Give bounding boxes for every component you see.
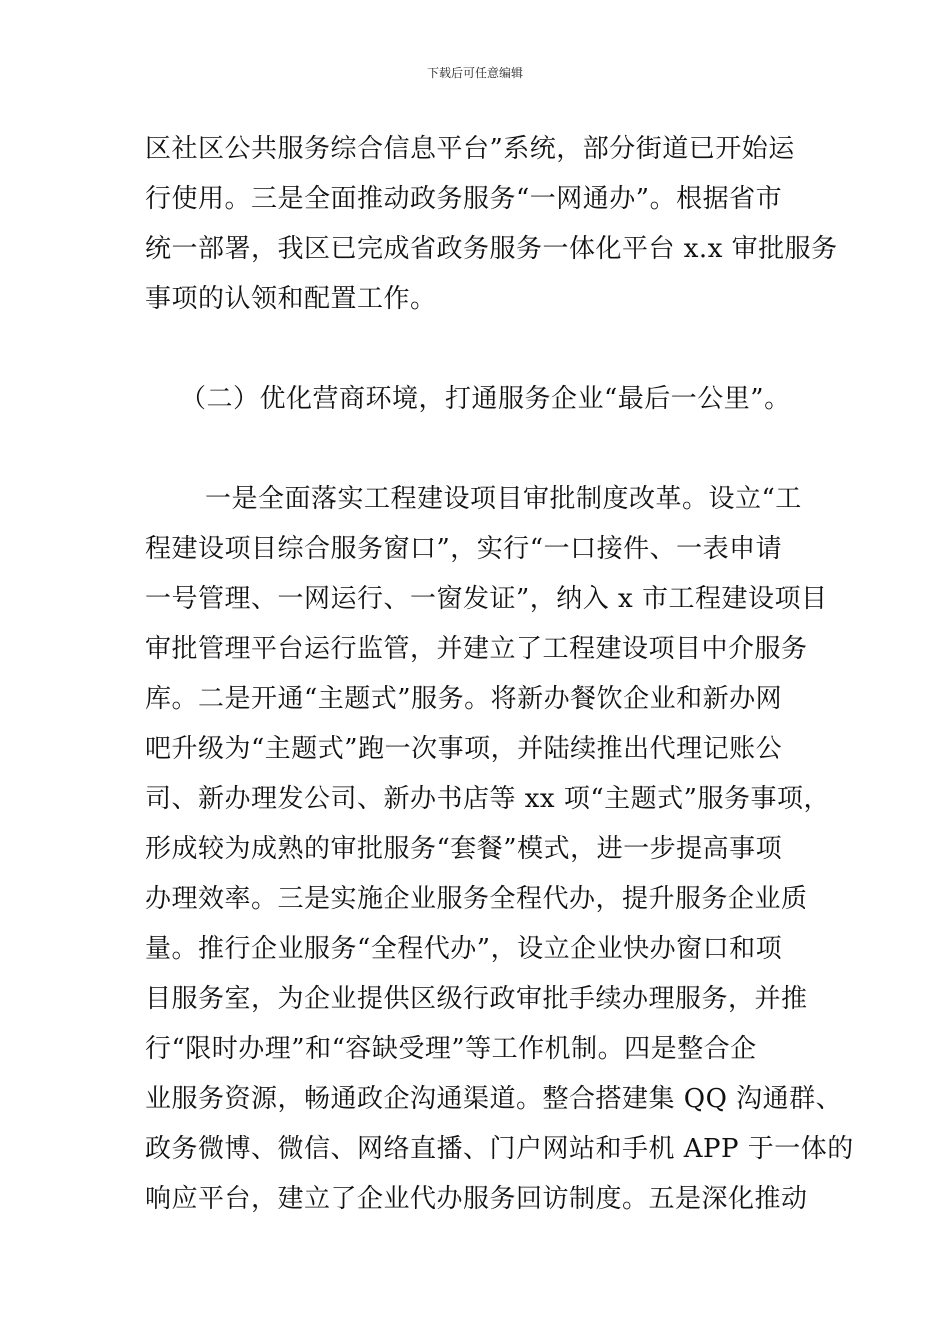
text-line: 行使用。三是全面推动政务服务“一网通办”。根据省市 — [145, 184, 783, 214]
text-line: 程建设项目综合服务窗口”，实行“一口接件、一表申请 — [145, 534, 783, 564]
text-line: 吧升级为“主题式”跑一次事项，并陆续推出代理记账公 — [145, 734, 783, 764]
text-line: 形成较为成熟的审批服务“套餐”模式，进一步提高事项 — [145, 834, 783, 864]
text-line: 目服务室，为企业提供区级行政审批手续办理服务，并推 — [145, 984, 808, 1014]
text-line: 区社区公共服务综合信息平台”系统，部分街道已开始运 — [145, 134, 795, 164]
text-line: 审批管理平台运行监管，并建立了工程建设项目中介服务 — [145, 634, 808, 664]
text-line: 统一部署，我区已完成省政务服务一体化平台 x.x 审批服务 — [145, 234, 838, 264]
text-line: 一是全面落实工程建设项目审批制度改革。设立“工 — [205, 484, 802, 514]
text-line: 政务微博、微信、网络直播、门户网站和手机 APP 于一体的 — [145, 1134, 854, 1164]
text-line: 量。推行企业服务“全程代办”，设立企业快办窗口和项 — [145, 934, 783, 964]
text-line: 司、新办理发公司、新办书店等 xx 项“主题式”服务事项， — [145, 784, 830, 814]
text-line: 业服务资源，畅通政企沟通渠道。整合搭建集 QQ 沟通群、 — [145, 1084, 843, 1114]
text-line: 办理效率。三是实施企业服务全程代办，提升服务企业质 — [145, 884, 808, 914]
text-line: 事项的认领和配置工作。 — [145, 284, 437, 314]
text-line: 一号管理、一网运行、一窗发证”，纳入 x 市工程建设项目 — [145, 584, 828, 614]
section-heading: （二）优化营商环境，打通服务企业“最后一公里”。 — [180, 384, 791, 414]
text-line: 行“限时办理”和“容缺受理”等工作机制。四是整合企 — [145, 1034, 757, 1064]
page-header: 下载后可任意编辑 — [426, 66, 523, 80]
text-line: 库。二是开通“主题式”服务。将新办餐饮企业和新办网 — [145, 684, 783, 714]
text-line: 响应平台，建立了企业代办服务回访制度。五是深化推动 — [145, 1184, 808, 1214]
